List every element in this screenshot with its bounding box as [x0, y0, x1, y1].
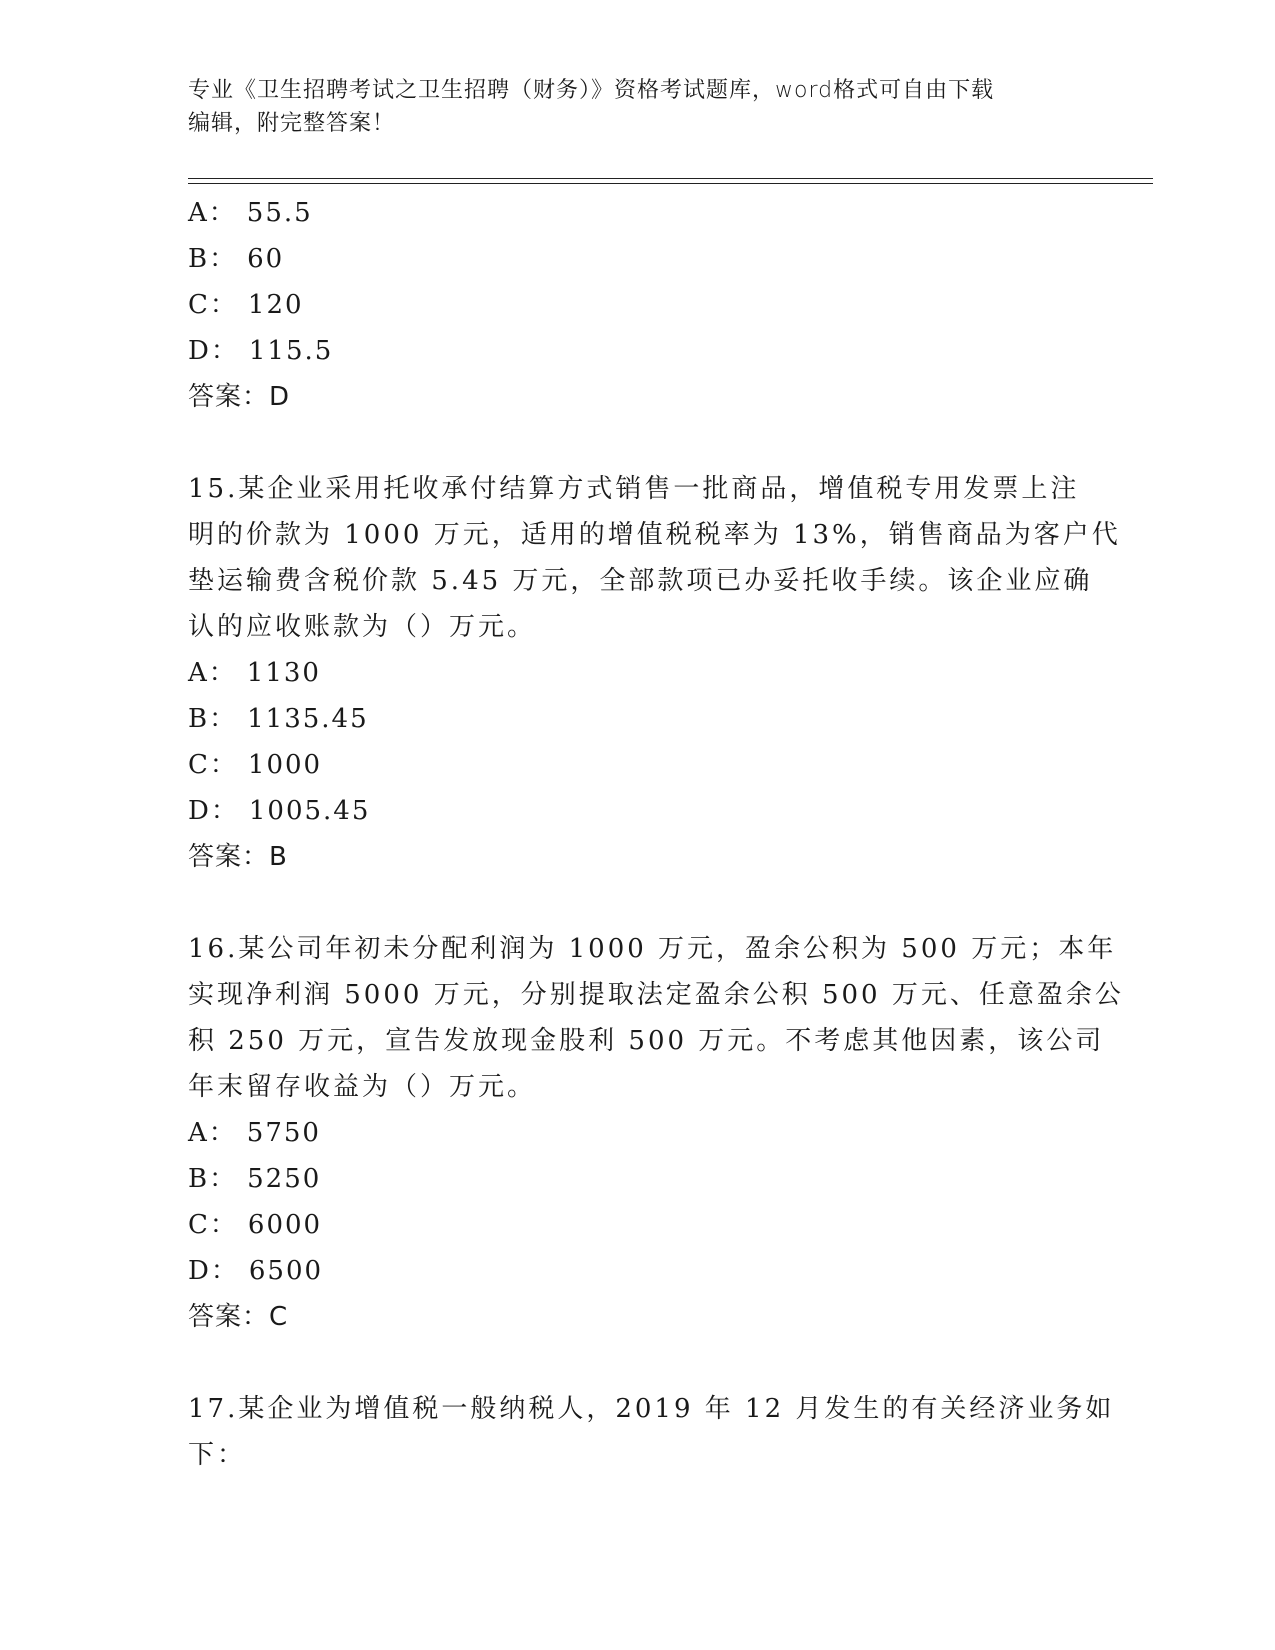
stem-line: 积 250 万元，宣告发放现金股利 500 万元。不考虑其他因素，该公司 — [188, 1026, 1105, 1056]
question-17 — [188, 1386, 1115, 1478]
option-value: 1000 — [247, 750, 323, 780]
option-value: 60 — [247, 244, 285, 274]
stem-line: 明的价款为 1000 万元，适用的增值税税率为 13%，销售商品为客户代 — [188, 520, 1121, 550]
stem-line: 下： — [188, 1440, 247, 1470]
option-value: 1135.45 — [247, 704, 369, 734]
spacer — [188, 880, 1088, 926]
option-b — [188, 1156, 1088, 1202]
stem-line: 认的应收账款为（）万元。 — [188, 612, 537, 642]
spacer — [188, 420, 1088, 466]
option-value: 6500 — [248, 1256, 324, 1286]
header-divider-bottom — [188, 183, 1153, 184]
option-value: 6000 — [247, 1210, 323, 1240]
option-value: 5250 — [247, 1164, 322, 1194]
option-key: B： — [188, 704, 238, 734]
stem-line: 16.某公司年初未分配利润为 1000 万元，盈余公积为 500 万元；本年 — [188, 934, 1117, 964]
option-b — [188, 236, 1088, 282]
header-divider-top — [188, 178, 1153, 179]
option-key: C： — [188, 1210, 238, 1240]
option-d — [188, 328, 1088, 374]
option-c — [188, 1202, 1088, 1248]
stem-line: 垫运输费含税价款 5.45 万元，全部款项已办妥托收手续。该企业应确 — [188, 566, 1093, 596]
question-15 — [188, 466, 1121, 880]
header-line-1: 专业《卫生招聘考试之卫生招聘（财务）》资格考试题库，word格式可自由下载 — [188, 78, 995, 103]
question-list — [188, 190, 1124, 1478]
answer-line: 答案：B — [188, 842, 288, 872]
option-value: 120 — [247, 290, 304, 320]
option-key: C： — [188, 290, 238, 320]
question-stem — [188, 1386, 1115, 1478]
option-d — [188, 788, 1088, 834]
header-line-2: 编辑，附完整答案！ — [188, 111, 396, 136]
option-key: B： — [188, 1164, 238, 1194]
option-a — [188, 190, 1088, 236]
option-value: 115.5 — [248, 336, 334, 366]
stem-line: 17.某企业为增值税一般纳税人，2019 年 12 月发生的有关经济业务如 — [188, 1394, 1115, 1424]
option-b — [188, 696, 1088, 742]
option-value: 55.5 — [246, 198, 313, 228]
stem-line: 15.某企业采用托收承付结算方式销售一批商品，增值税专用发票上注 — [188, 474, 1080, 504]
option-key: C： — [188, 750, 238, 780]
option-a — [188, 1110, 1088, 1156]
question-14 — [188, 190, 1088, 420]
document-header — [188, 74, 1068, 140]
option-value: 1005.45 — [248, 796, 371, 826]
option-key: D： — [188, 1256, 239, 1286]
spacer — [188, 1340, 1088, 1386]
option-key: B： — [188, 244, 238, 274]
question-stem — [188, 926, 1124, 1110]
option-c — [188, 282, 1088, 328]
option-key: A： — [188, 198, 237, 228]
option-d — [188, 1248, 1088, 1294]
question-stem — [188, 466, 1121, 650]
option-value: 5750 — [246, 1118, 321, 1148]
option-key: D： — [188, 796, 239, 826]
option-c — [188, 742, 1088, 788]
option-key: A： — [188, 1118, 237, 1148]
answer-line: 答案：D — [188, 382, 291, 412]
question-16 — [188, 926, 1124, 1340]
option-value: 1130 — [246, 658, 321, 688]
option-a — [188, 650, 1088, 696]
stem-line: 实现净利润 5000 万元，分别提取法定盈余公积 500 万元、任意盈余公 — [188, 980, 1124, 1010]
answer-line: 答案：C — [188, 1302, 289, 1332]
stem-line: 年末留存收益为（）万元。 — [188, 1072, 537, 1102]
option-key: D： — [188, 336, 239, 366]
option-key: A： — [188, 658, 237, 688]
